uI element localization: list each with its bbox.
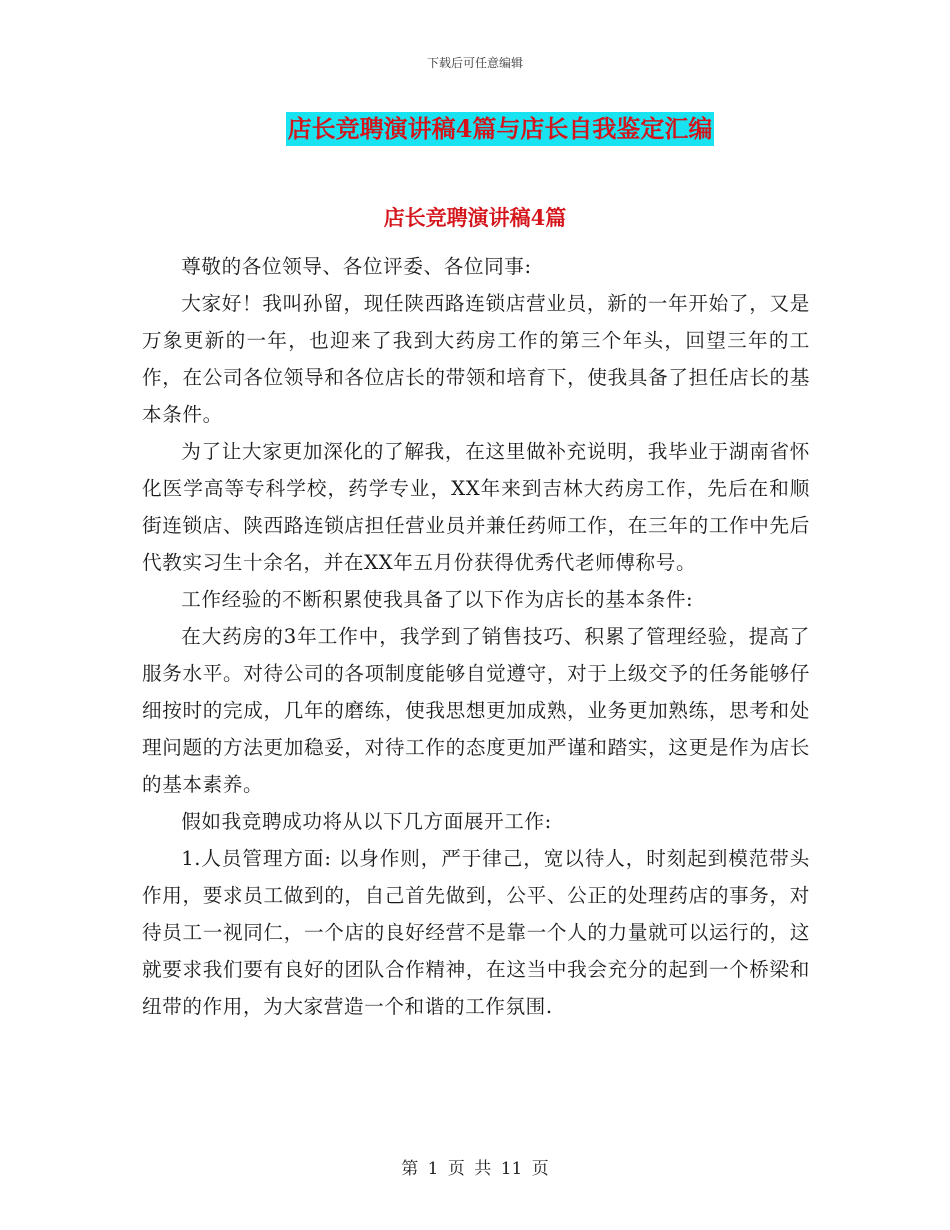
paragraph-plan-lead: 假如我竞聘成功将从以下几方面展开工作: <box>181 810 552 833</box>
page-number-footer: 第 1 页 共 11 页 <box>401 1159 549 1179</box>
document-title-container <box>0 112 950 146</box>
paragraph-introduction: 大家好！我叫孙留，现任陕西路连锁店营业员，新的一年开始了，又是万象更新的一年，也迎来了我到大药房工作的第三个年头，回望三年的工作，在公司各位领导和各位店长的带领和培育下，使我具备了担任店长的基本条件。 <box>142 292 810 426</box>
paragraph-staff-management: 1.人员管理方面: 以身作则，严于律己，宽以待人，时刻起到模范带头作用，要求员工做到的，自己首先做到，公平、公正的处理药店的事务，对待员工一视同仁，一个店的良好经营不是靠一个人的力量就可以运行的，这就要求我们要有良好的团队合作精神，在这当中我会充分的起到一个桥梁和纽带的作用，为大家营造一个和谐的工作氛围. <box>142 847 810 1018</box>
document-body <box>142 248 810 1025</box>
paragraph-background: 为了让大家更加深化的了解我，在这里做补充说明，我毕业于湖南省怀化医学高等专科学校，药学专业，XX年来到吉林大药房工作，先后在和顺街连锁店、陕西路连锁店担任营业员并兼任药师工作，在三年的工作中先后代教实习生十余名，并在XX年五月份获得优秀代老师傅称号。 <box>142 440 810 574</box>
paragraph-conditions-lead: 工作经验的不断积累使我具备了以下作为店长的基本条件: <box>181 588 694 611</box>
document-title: 店长竞聘演讲稿4篇与店长自我鉴定汇编 <box>286 112 715 146</box>
section-title: 店长竞聘演讲稿4篇 <box>383 205 567 230</box>
page-header-note: 下载后可任意编辑 <box>426 56 523 70</box>
paragraph-experience: 在大药房的3年工作中，我学到了销售技巧、积累了管理经验，提高了服务水平。对待公司的各项制度能够自觉遵守，对于上级交予的任务能够仔细按时的完成，几年的磨练，使我思想更加成熟，业务更加熟练，思考和处理问题的方法更加稳妥，对待工作的态度更加严谨和踏实，这更是作为店长的基本素养。 <box>142 625 810 796</box>
paragraph-greeting: 尊敬的各位领导、各位评委、各位同事: <box>181 255 532 278</box>
